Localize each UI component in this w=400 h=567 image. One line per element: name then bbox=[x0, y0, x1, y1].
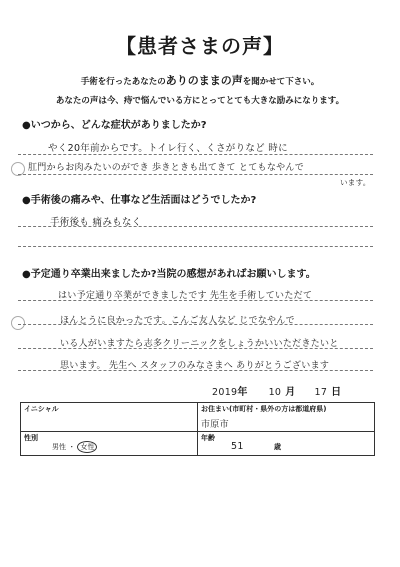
age-unit: 歳 bbox=[273, 443, 281, 451]
address-value: 市原市 bbox=[201, 420, 229, 430]
gender-label: 性別 bbox=[24, 434, 38, 442]
rule bbox=[18, 300, 373, 301]
respondent-info-table bbox=[20, 402, 375, 456]
date-day-label: 日 bbox=[331, 387, 342, 398]
rule bbox=[18, 174, 373, 175]
answer-3-line-1: はい予定通り卒業ができましたです 先生を手術していただて bbox=[58, 291, 313, 301]
gender-separator: ・ bbox=[68, 443, 76, 451]
question-1: ●いつから、どんな症状がありましたか? bbox=[22, 120, 207, 131]
date-year: 2019 bbox=[212, 387, 238, 398]
intro-line-1 bbox=[0, 72, 400, 88]
intro-post: を聞かせて下さい。 bbox=[242, 77, 320, 87]
address-cell bbox=[198, 403, 375, 432]
intro-line-2: あなたの声は今、痔で悩んでいる方にとってとても大きな励みになります。 bbox=[55, 96, 345, 106]
date-month: 10 bbox=[268, 387, 282, 398]
age-value: 51 bbox=[231, 441, 244, 452]
rule bbox=[18, 246, 373, 247]
intro-emphasis: ありのままの声 bbox=[165, 74, 243, 87]
gender-male: 男性 bbox=[52, 443, 66, 451]
date bbox=[212, 383, 341, 398]
answer-3-line-3: いる人がいますたら志多クリーニックをしょうかいいただきたいと bbox=[60, 339, 339, 349]
age-cell bbox=[198, 432, 375, 456]
rule bbox=[18, 226, 373, 227]
answer-3-line-4: 思います。 先生へ スタッフのみなさまへ ありがとうございます bbox=[60, 361, 330, 371]
gender-cell bbox=[21, 432, 198, 456]
rule bbox=[18, 370, 373, 371]
rule bbox=[18, 154, 373, 155]
gender-female-selected: 女性 bbox=[77, 441, 97, 453]
age-label: 年齢 bbox=[201, 434, 215, 442]
rule bbox=[18, 348, 373, 349]
page-title: 【患者さまの声】 bbox=[116, 34, 284, 58]
rule bbox=[18, 324, 373, 325]
answer-1-line-1: やく20年前からです。トイレ行く、くさがりなど 時に bbox=[48, 143, 288, 154]
answer-1-line-2: 肛門からお肉みたいのができ 歩きときも出てきて とてもなやんで bbox=[28, 163, 305, 173]
punch-hole-bottom bbox=[11, 316, 25, 330]
answer-3-line-2: ほんとうに良かったです。こんご友人など じでなやんで bbox=[60, 316, 295, 326]
intro-pre: 手術を行ったあなたの bbox=[80, 77, 166, 87]
date-day: 17 bbox=[314, 387, 328, 398]
initials-cell bbox=[21, 403, 198, 432]
question-2: ●手術後の痛みや、仕事など生活面はどうでしたか? bbox=[22, 195, 257, 206]
initials-label: イニシャル bbox=[24, 405, 59, 413]
answer-2-line-1: 手術後も 痛みもなく bbox=[50, 217, 142, 228]
answer-1-line-3: います。 bbox=[340, 178, 371, 187]
question-3: ●予定通り卒業出来ましたか?当院の感想があればお願いします。 bbox=[22, 269, 316, 280]
date-year-label: 年 bbox=[237, 387, 248, 398]
date-month-label: 月 bbox=[285, 387, 296, 398]
address-label: お住まい(市町村・県外の方は都道府県) bbox=[201, 405, 327, 413]
